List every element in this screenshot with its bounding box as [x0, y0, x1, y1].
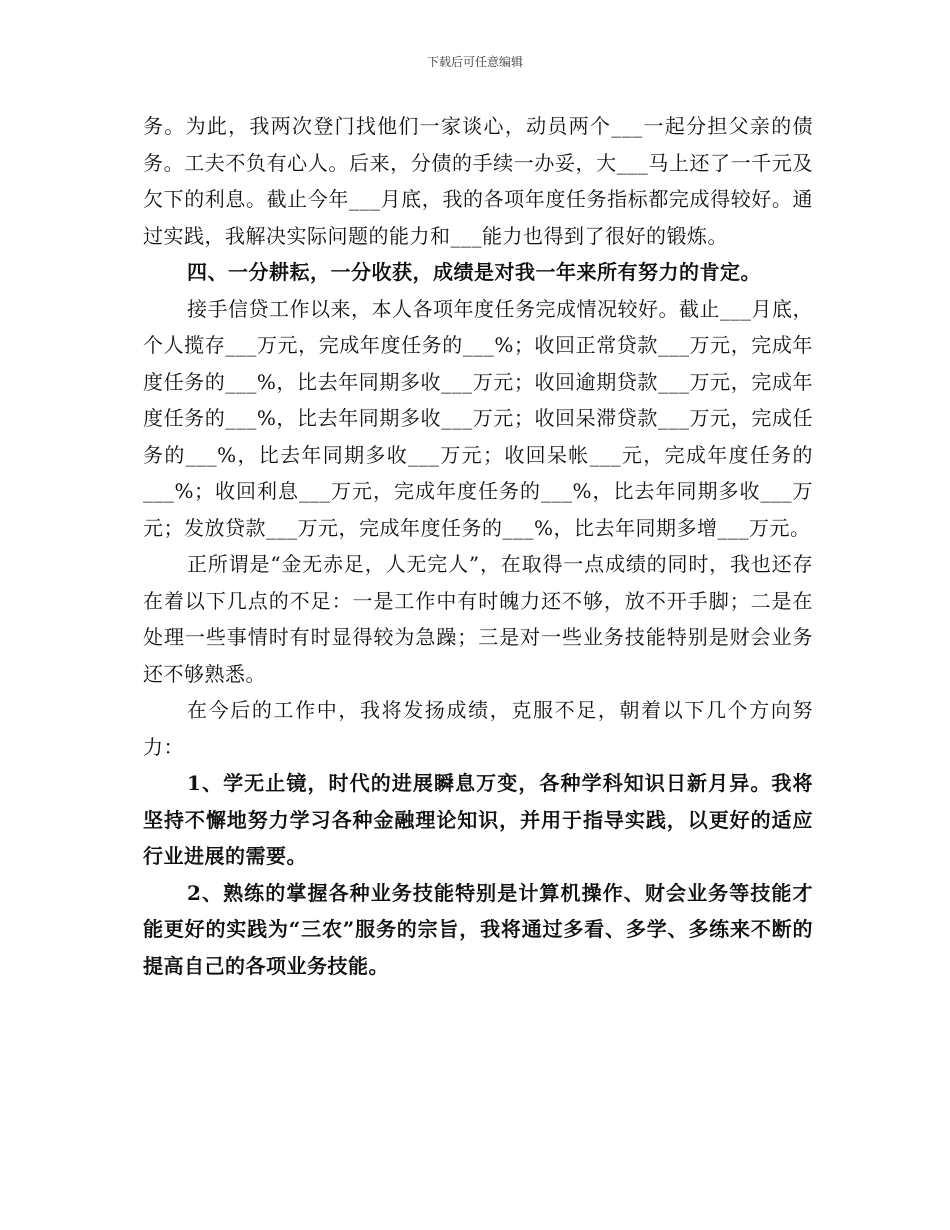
- paragraph-future-directions: 在今后的工作中，我将发扬成绩，克服不足，朝着以下几个方向努力：: [143, 698, 813, 759]
- section-heading-four: 四、一分耕耘，一分收获，成绩是对我一年来所有努力的肯定。: [187, 260, 761, 284]
- paragraph-shortcomings: 正所谓是“金无赤足，人无完人”，在取得一点成绩的同时，我也还存在着以下几点的不足：一是工作中有时魄力还不够，放不开手脚；二是在处理一些事情时有时显得较为急躁；三是对一些业务技能特别是财会业务还不够熟悉。: [143, 552, 813, 686]
- page-header: 下载后可任意编辑: [426, 55, 523, 69]
- paragraph-continued: 务。为此，我两次登门找他们一家谈心，动员两个___一起分担父亲的债务。工夫不负有心人。后来，分债的手续一办妥，大___马上还了一千元及欠下的利息。截止今年___月底，我的各项年度任务指标都完成得较好。通过实践，我解决实际问题的能力和___能力也得到了很好的锻炼。: [143, 114, 813, 248]
- document-body: [143, 108, 813, 984]
- list-item-1: 1、学无止镜，时代的进展瞬息万变，各种学科知识日新月异。我将坚持不懈地努力学习各种金融理论知识，并用于指导实践，以更好的适应行业进展的需要。: [143, 771, 813, 868]
- list-item-2: 2、熟练的掌握各种业务技能特别是计算机操作、财会业务等技能才能更好的实践为“三农”服务的宗旨，我将通过多看、多学、多练来不断的提高自己的各项业务技能。: [143, 880, 813, 978]
- paragraph-results: 接手信贷工作以来，本人各项年度任务完成情况较好。截止___月底，个人揽存___万元，完成年度任务的___%；收回正常贷款___万元，完成年度任务的___%，比去年同期多收___万元；收回逾期贷款___万元，完成年度任务的___%，比去年同期多收___万元；收回呆滞贷款___万元，完成任务的___%，比去年同期多收___万元；收回呆帐___元，完成年度任务的___%；收回利息___万元，完成年度任务的___%，比去年同期多收___万元；发放贷款___万元，完成年度任务的___%，比去年同期多增___万元。: [143, 296, 813, 540]
